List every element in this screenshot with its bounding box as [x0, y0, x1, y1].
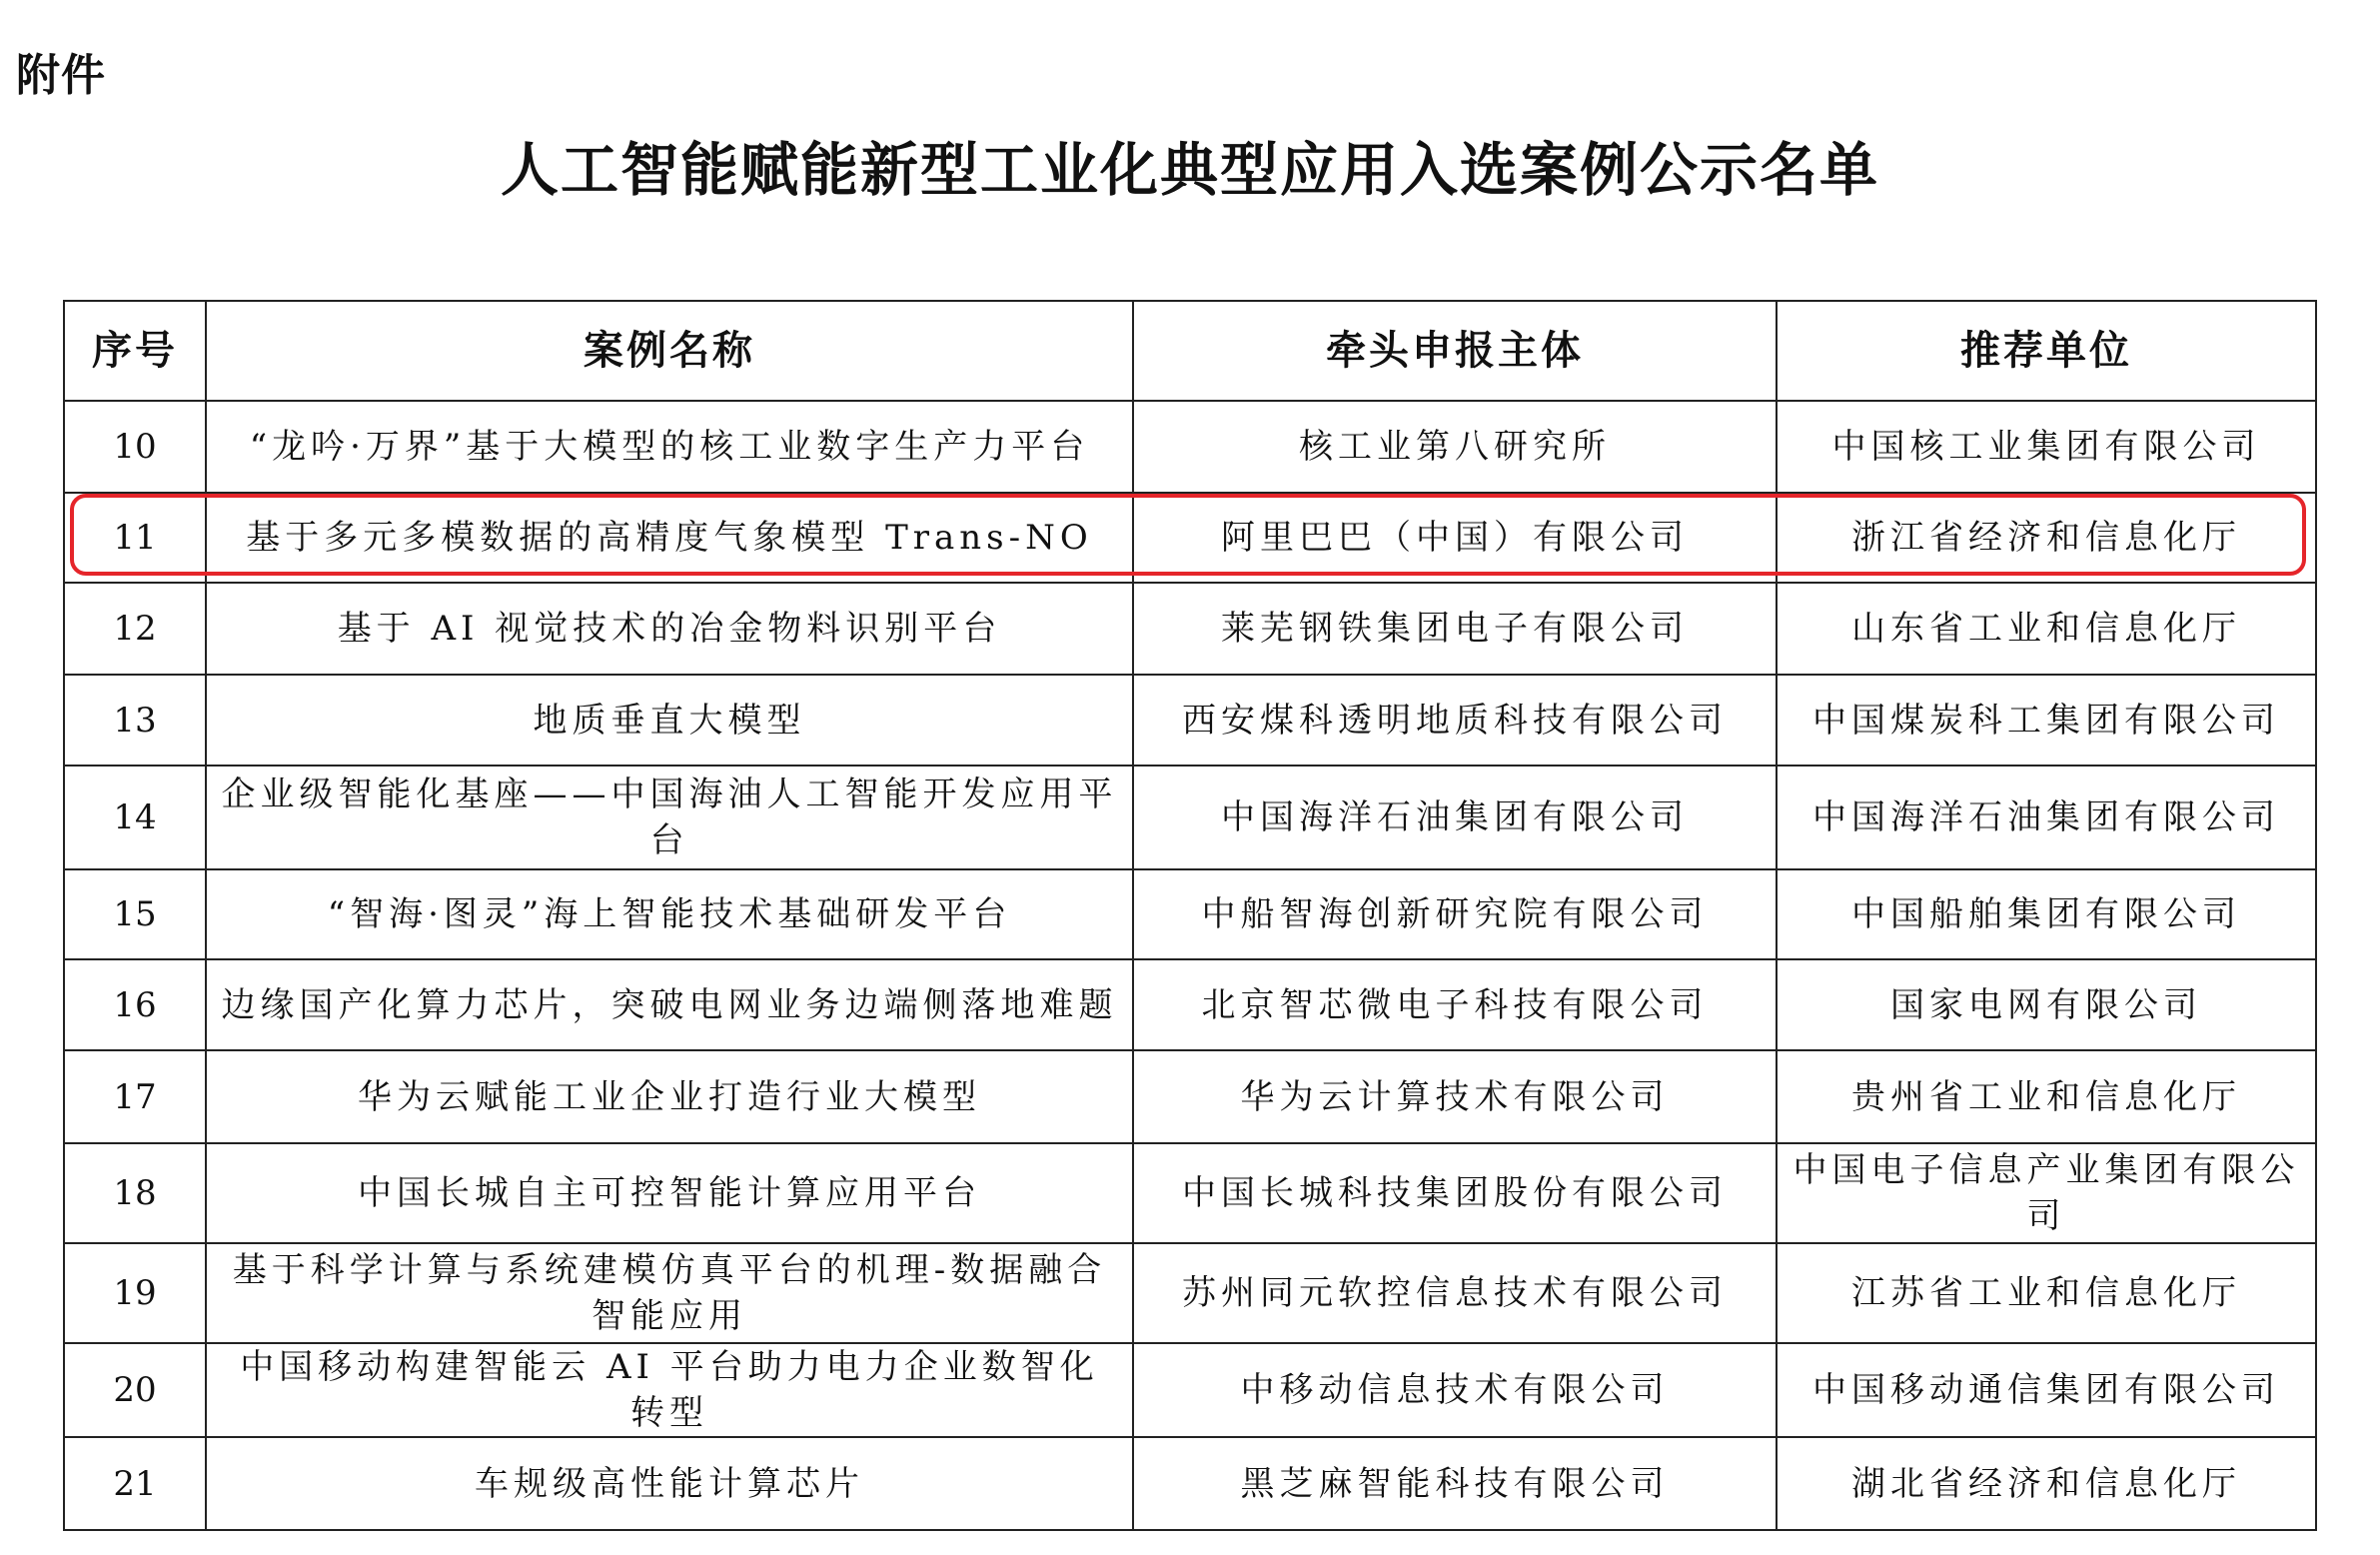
case-name: “龙吟·万界”基于大模型的核工业数字生产力平台 [206, 401, 1133, 493]
applicant: 中船智海创新研究院有限公司 [1133, 869, 1777, 959]
recommender: 中国船舶集团有限公司 [1777, 869, 2316, 959]
case-name: 华为云赋能工业企业打造行业大模型 [206, 1050, 1133, 1143]
case-name: 中国长城自主可控智能计算应用平台 [206, 1143, 1133, 1243]
recommender: 江苏省工业和信息化厅 [1777, 1243, 2316, 1343]
column-header-case-name: 案例名称 [206, 301, 1133, 401]
applicant: 中移动信息技术有限公司 [1133, 1343, 1777, 1437]
table-body [64, 401, 2316, 1530]
table-row [64, 1050, 2316, 1143]
table-header [64, 301, 2316, 401]
attachment-label: 附件 [16, 50, 106, 101]
table-row [64, 675, 2316, 766]
row-number: 12 [64, 583, 206, 675]
applicant: 苏州同元软控信息技术有限公司 [1133, 1243, 1777, 1343]
applicant: 中国长城科技集团股份有限公司 [1133, 1143, 1777, 1243]
recommender: 中国海洋石油集团有限公司 [1777, 766, 2316, 869]
table-row [64, 1343, 2316, 1437]
table-row [64, 1437, 2316, 1530]
recommender: 国家电网有限公司 [1777, 959, 2316, 1050]
applicant: 莱芜钢铁集团电子有限公司 [1133, 583, 1777, 675]
case-name: “智海·图灵”海上智能技术基础研发平台 [206, 869, 1133, 959]
recommender: 山东省工业和信息化厅 [1777, 583, 2316, 675]
row-number: 18 [64, 1143, 206, 1243]
recommender: 湖北省经济和信息化厅 [1777, 1437, 2316, 1530]
column-header-number: 序号 [64, 301, 206, 401]
row-number: 14 [64, 766, 206, 869]
table-row [64, 1243, 2316, 1343]
applicant: 核工业第八研究所 [1133, 401, 1777, 493]
case-name: 企业级智能化基座——中国海油人工智能开发应用平台 [206, 766, 1133, 869]
table-row [64, 401, 2316, 493]
applicant: 华为云计算技术有限公司 [1133, 1050, 1777, 1143]
row-number: 17 [64, 1050, 206, 1143]
row-number: 21 [64, 1437, 206, 1530]
table-row [64, 1143, 2316, 1243]
recommender: 贵州省工业和信息化厅 [1777, 1050, 2316, 1143]
table-row [64, 959, 2316, 1050]
row-number: 13 [64, 675, 206, 766]
table-row-highlighted [64, 493, 2316, 583]
case-name: 车规级高性能计算芯片 [206, 1437, 1133, 1530]
case-name: 基于多元多模数据的高精度气象模型 Trans-NO [206, 493, 1133, 583]
row-number: 19 [64, 1243, 206, 1343]
recommender: 浙江省经济和信息化厅 [1777, 493, 2316, 583]
header-row [64, 301, 2316, 401]
row-number: 16 [64, 959, 206, 1050]
table-row [64, 766, 2316, 869]
document-title: 人工智能赋能新型工业化典型应用入选案例公示名单 [500, 136, 1879, 204]
column-header-recommender: 推荐单位 [1777, 301, 2316, 401]
row-number: 11 [64, 493, 206, 583]
recommender: 中国核工业集团有限公司 [1777, 401, 2316, 493]
recommender: 中国电子信息产业集团有限公司 [1777, 1143, 2316, 1243]
recommender: 中国煤炭科工集团有限公司 [1777, 675, 2316, 766]
applicant: 黑芝麻智能科技有限公司 [1133, 1437, 1777, 1530]
applicant: 北京智芯微电子科技有限公司 [1133, 959, 1777, 1050]
applicant: 中国海洋石油集团有限公司 [1133, 766, 1777, 869]
case-name: 边缘国产化算力芯片，突破电网业务边端侧落地难题 [206, 959, 1133, 1050]
table-row [64, 583, 2316, 675]
table-row [64, 869, 2316, 959]
row-number: 10 [64, 401, 206, 493]
applicant: 阿里巴巴（中国）有限公司 [1133, 493, 1777, 583]
case-list-table [63, 300, 2317, 1531]
column-header-applicant: 牵头申报主体 [1133, 301, 1777, 401]
case-name: 基于科学计算与系统建模仿真平台的机理-数据融合智能应用 [206, 1243, 1133, 1343]
case-name: 地质垂直大模型 [206, 675, 1133, 766]
row-number: 15 [64, 869, 206, 959]
case-name: 中国移动构建智能云 AI 平台助力电力企业数智化转型 [206, 1343, 1133, 1437]
case-name: 基于 AI 视觉技术的冶金物料识别平台 [206, 583, 1133, 675]
applicant: 西安煤科透明地质科技有限公司 [1133, 675, 1777, 766]
row-number: 20 [64, 1343, 206, 1437]
recommender: 中国移动通信集团有限公司 [1777, 1343, 2316, 1437]
